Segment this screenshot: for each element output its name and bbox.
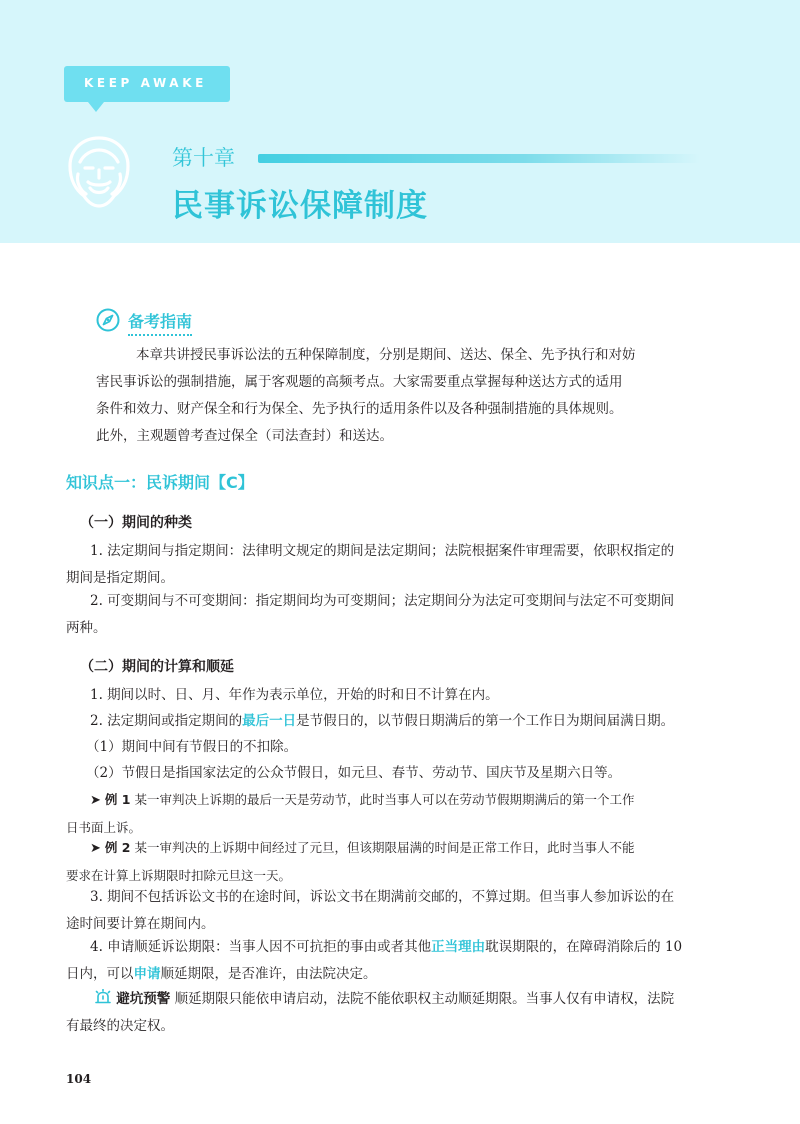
example-text: 某一审判决的上诉期中间经过了元旦，但该期限届满的时间是正常工作日，此时当事人不能 [134,840,635,855]
guide-line: 害民事诉讼的强制措施，属于客观题的高频考点。大家需要重点掌握每种送达方式的适用 [96,374,623,390]
example-line: 要求在计算上诉期限时扣除元旦这一天。 [66,868,292,883]
knowledge-point-title: 知识点一：民诉期间【C】 [66,473,254,492]
paragraph-line: （1）期间中间有节假日的不扣除。 [86,739,298,755]
guide-title: 备考指南 [128,309,192,336]
paragraph-line: 2. 可变期间与不可变期间：指定期间均为可变期间；法定期间分为法定可变期间与法定不可变期间 [90,593,675,609]
paragraph-line: 1. 期间以时、日、月、年作为表示单位，开始的时和日不计算在内。 [90,687,499,703]
bearded-face-icon [60,132,138,210]
guide-line: 此外，主观题曾考查过保全（司法查封）和送达。 [96,428,393,444]
guide-line: 本章共讲授民事诉讼法的五种保障制度，分别是期间、送达、保全、先予执行和对妨 [136,347,636,363]
paragraph-units [66,682,730,709]
paragraph-holiday-definition [66,760,730,787]
paragraph-line: 两种。 [66,620,107,636]
paragraph-transit-time [66,884,730,938]
example-label: 例 2 [104,840,131,855]
section-heading-types: （一）期间的种类 [80,515,192,531]
example-line: 日书面上诉。 [66,820,142,835]
text-run: 2. 法定期间或指定期间的 [90,713,243,729]
paragraph-last-day [66,708,730,735]
arrow-icon: ➤ [90,793,101,808]
paragraph-line: （2）节假日是指国家法定的公众节假日，如元旦、春节、劳动节、国庆节及星期六日等。 [86,765,622,781]
example-line [66,834,730,862]
paragraph-line: 期间是指定期间。 [66,570,174,586]
paragraph-variable-period [66,588,730,642]
paragraph-line [66,961,730,988]
paragraph-holiday-not-deducted [66,734,730,761]
warning-box [66,986,730,1040]
warning-text: 顺延期限只能依申请启动，法院不能依职权主动顺延期限。当事人仅有申请权，法院 [174,991,675,1007]
paragraph-extension [66,934,730,988]
paragraph-line [66,708,730,735]
highlight-apply: 申请 [133,966,161,982]
warning-label: 避坑预警 [116,991,171,1007]
chapter-number: 第十章 [172,146,235,170]
guide-line: 条件和效力、财产保全和行为保全、先予执行的适用条件以及各种强制措施的具体规则。 [96,401,623,417]
keep-awake-badge [64,66,230,102]
chapter-title-rule [258,154,700,163]
compass-icon [96,308,120,332]
alarm-icon [94,989,112,1005]
paragraph-line: 3. 期间不包括诉讼文书的在途时间，诉讼文书在期满前交邮的，不算过期。但当事人参加诉讼的在 [90,889,675,905]
paragraph-line: 途时间要计算在期间内。 [66,916,215,932]
chapter-title: 民事诉讼保障制度 [172,188,428,224]
paragraph-line: 有最终的决定权。 [66,1018,174,1034]
highlight-just-cause: 正当理由 [431,939,486,955]
example-1 [66,786,730,841]
paragraph-line [66,934,730,961]
text-run: 日内，可以 [66,966,134,982]
example-text: 某一审判决上诉期的最后一天是劳动节，此时当事人可以在劳动节假期期满后的第一个工作 [134,792,635,807]
page-number: 104 [66,1072,92,1086]
text-run: 顺延期限，是否准许，由法院决定。 [160,966,377,982]
badge-text: KEEP AWAKE [84,76,207,90]
example-2 [66,834,730,889]
paragraph-statutory-period [66,538,730,592]
arrow-icon: ➤ [90,841,101,856]
guide-text [96,342,696,450]
text-run: 4. 申请顺延诉讼期限：当事人因不可抗拒的事由或者其他 [90,939,432,955]
paragraph-line [66,986,730,1013]
section-heading-calculation: （二）期间的计算和顺延 [80,659,234,675]
paragraph-line: 1. 法定期间与指定期间：法律明文规定的期间是法定期间；法院根据案件审理需要，依职权指定的 [90,543,675,559]
example-label: 例 1 [104,792,131,807]
highlight-last-day: 最后一日 [242,713,297,729]
text-run: 是节假日的，以节假日期满后的第一个工作日为期间届满日期。 [296,713,675,729]
example-line [66,786,730,814]
text-run: 耽误期限的，在障碍消除后的 10 [485,939,683,955]
